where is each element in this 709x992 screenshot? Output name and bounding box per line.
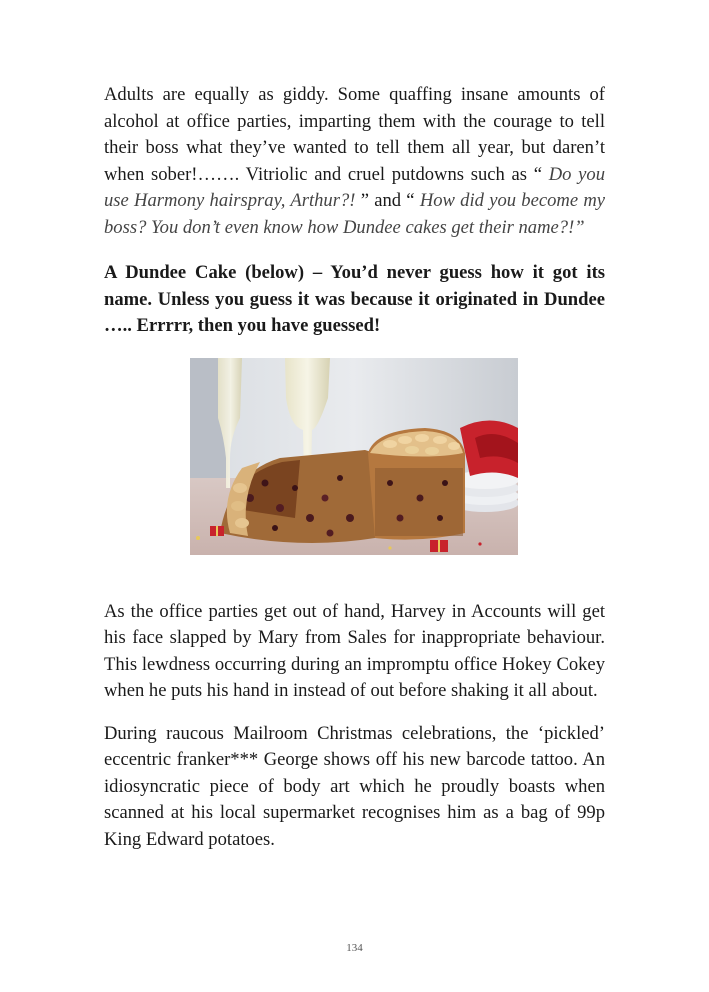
page-content [104, 82, 605, 853]
quote-boss: How did you become my boss? You don’t even know how Dundee cakes get their name?!” [104, 190, 605, 238]
paragraph-text-connector: ” and “ [360, 190, 420, 211]
paragraph-adults [104, 82, 605, 241]
quote-harmony: Do you use Harmony hairspray, Arthur?! [104, 163, 605, 211]
paragraph-mailroom: During raucous Mailroom Christmas celebrations, the ‘pickled’ eccentric franker*** George shows off his new barcode tattoo. An idiosyncratic piece of body art which he proudly boasts when scanned at his local supermarket recognises him as a bag of 99p King Edward potatoes. [104, 722, 605, 850]
image-caption: A Dundee Cake (below) – You’d never guess how it got its name. Unless you guess it was because it originated in Dundee ….. Errrrr, then you have guessed! [104, 262, 605, 336]
paragraph-text: Adults are equally as giddy. Some quaffing insane amounts of alcohol at office parties, imparting them with the courage to tell their boss what they’ve wanted to tell them all year, but daren’t when sober!……. Vitriolic and cruel putdowns such as “ [104, 84, 605, 185]
dundee-cake-photo [190, 358, 518, 555]
page-number: 134 [346, 942, 363, 954]
paragraph-harvey: As the office parties get out of hand, Harvey in Accounts will get his face slapped by Mary from Sales for inappropriate behaviour. This lewdness occurring during an impromptu office Hokey Cokey when he puts his hand in instead of out before shaking it all about. [104, 600, 605, 701]
